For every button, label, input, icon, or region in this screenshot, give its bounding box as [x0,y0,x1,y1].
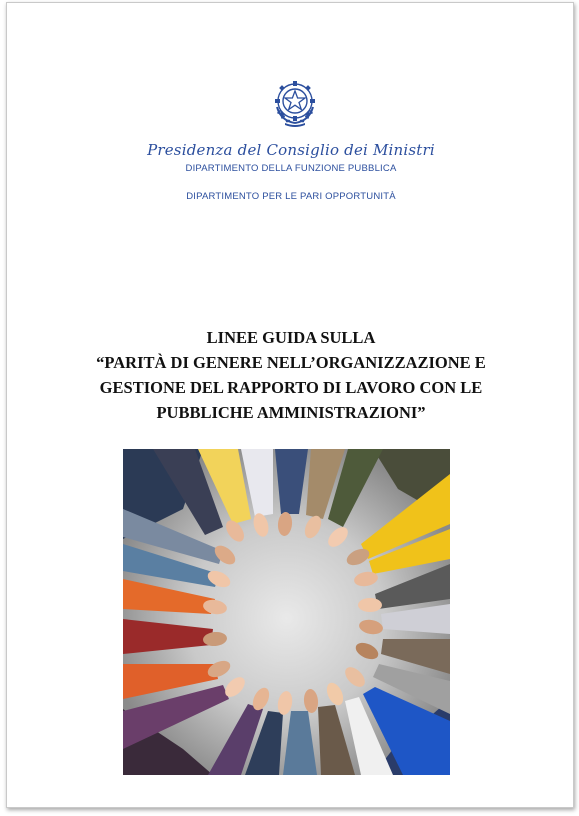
header [7,141,575,203]
document-page [6,2,574,808]
title-line-4: PUBBLICHE AMMINISTRAZIONI” [156,403,426,422]
title-line-3: GESTIONE DEL RAPPORTO DI LAVORO CON LE [99,378,483,397]
title-line-1: LINEE GUIDA SULLA [206,328,376,347]
title-line-2: “PARITÀ DI GENERE NELL’ORGANIZZAZIONE E [96,353,486,372]
presidenza-logotype: Presidenza del Consiglio dei Ministri [147,141,435,159]
document-title [7,325,575,425]
italian-republic-emblem-icon [271,77,319,127]
dept-pari-opportunita: DIPARTIMENTO PER LE PARI OPPORTUNITÀ [186,191,396,202]
dept-funzione-pubblica: DIPARTIMENTO DELLA FUNZIONE PUBBLICA [185,163,397,174]
cover-photo-hands-circle [123,449,450,775]
